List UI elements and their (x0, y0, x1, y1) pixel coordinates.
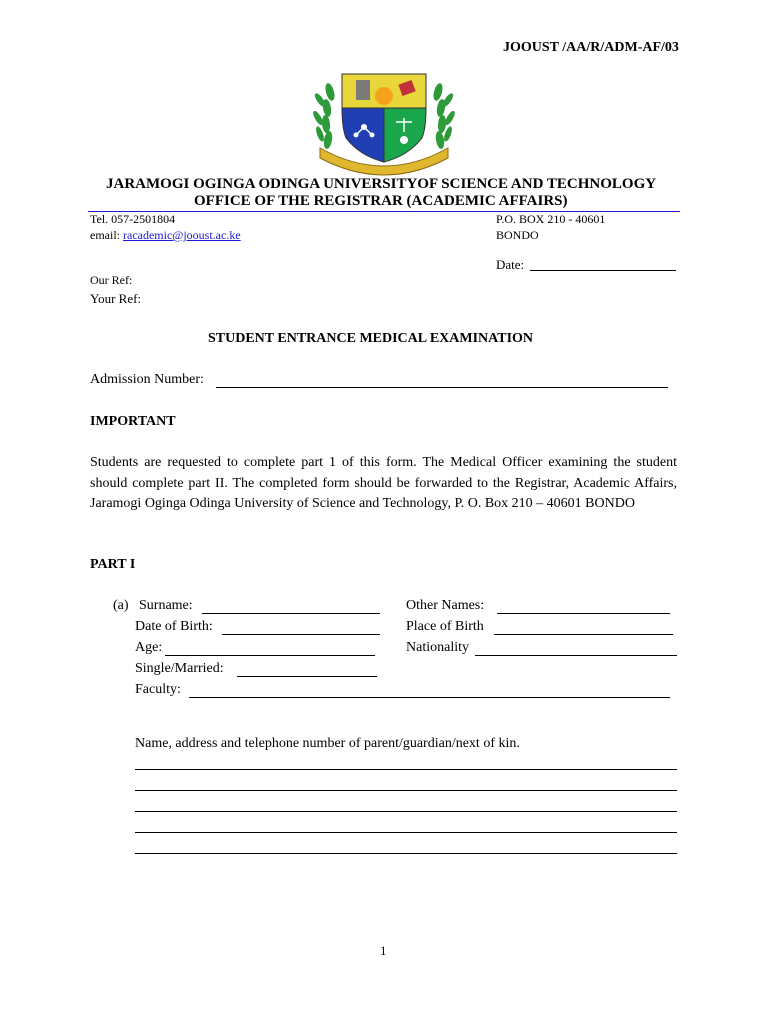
laurel-right-icon (432, 82, 456, 149)
important-heading: IMPORTANT (90, 414, 176, 429)
place-of-birth-field[interactable] (494, 634, 673, 635)
date-label: Date: (496, 257, 525, 272)
item-marker: (a) (113, 598, 129, 613)
dob-label: Date of Birth: (135, 619, 213, 634)
next-of-kin-line[interactable] (135, 769, 677, 770)
surname-label: Surname: (139, 598, 193, 613)
faculty-label: Faculty: (135, 682, 181, 697)
our-ref: Our Ref: (90, 273, 133, 287)
important-text: Students are requested to complete part 1 of this form. The Medical Officer examining the student should complete part II. The completed form should be forwarded to the Registrar, Academic Affairs, Jaramogi Oginga Odinga University of Science and Technology, P. O. Box 210 – 40601 BONDO (90, 455, 677, 512)
page-number: 1 (380, 943, 387, 958)
admission-number-field[interactable] (216, 387, 668, 388)
date-field[interactable] (530, 270, 676, 271)
email-label: email: (90, 228, 120, 242)
marital-status-field[interactable] (237, 676, 377, 677)
other-names-label: Other Names: (406, 598, 485, 613)
next-of-kin-line[interactable] (135, 790, 677, 791)
telephone: Tel. 057-2501804 (90, 212, 176, 226)
email-link[interactable]: racademic@jooust.ac.ke (123, 228, 241, 242)
document-code: JOOUST /AA/R/ADM-AF/03 (503, 40, 679, 55)
email-line (90, 228, 241, 243)
university-name: JARAMOGI OGINGA ODINGA UNIVERSITYOF SCIENCE AND TECHNOLOGY (106, 176, 657, 192)
your-ref: Your Ref: (90, 291, 142, 306)
dob-field[interactable] (222, 634, 380, 635)
laurel-left-icon (312, 82, 336, 149)
next-of-kin-line[interactable] (135, 811, 677, 812)
place-of-birth-label: Place of Birth (406, 619, 484, 634)
other-names-field[interactable] (497, 613, 670, 614)
next-of-kin-line[interactable] (135, 832, 677, 833)
next-of-kin-line[interactable] (135, 853, 677, 854)
age-field[interactable] (165, 655, 375, 656)
nationality-field[interactable] (475, 655, 677, 656)
admission-label: Admission Number: (90, 372, 204, 387)
faculty-field[interactable] (189, 697, 670, 698)
form-title: STUDENT ENTRANCE MEDICAL EXAMINATION (208, 331, 534, 346)
postal-box: P.O. BOX 210 - 40601 (496, 212, 606, 226)
office-name: OFFICE OF THE REGISTRAR (ACADEMIC AFFAIRS) (194, 193, 568, 209)
age-label: Age: (135, 640, 163, 655)
marital-status-label: Single/Married: (135, 661, 224, 676)
part1-heading: PART I (90, 557, 136, 572)
surname-field[interactable] (202, 613, 380, 614)
nationality-label: Nationality (406, 640, 469, 655)
university-crest (312, 72, 456, 178)
postal-town: BONDO (496, 228, 539, 242)
next-of-kin-label: Name, address and telephone number of parent/guardian/next of kin. (135, 736, 520, 751)
